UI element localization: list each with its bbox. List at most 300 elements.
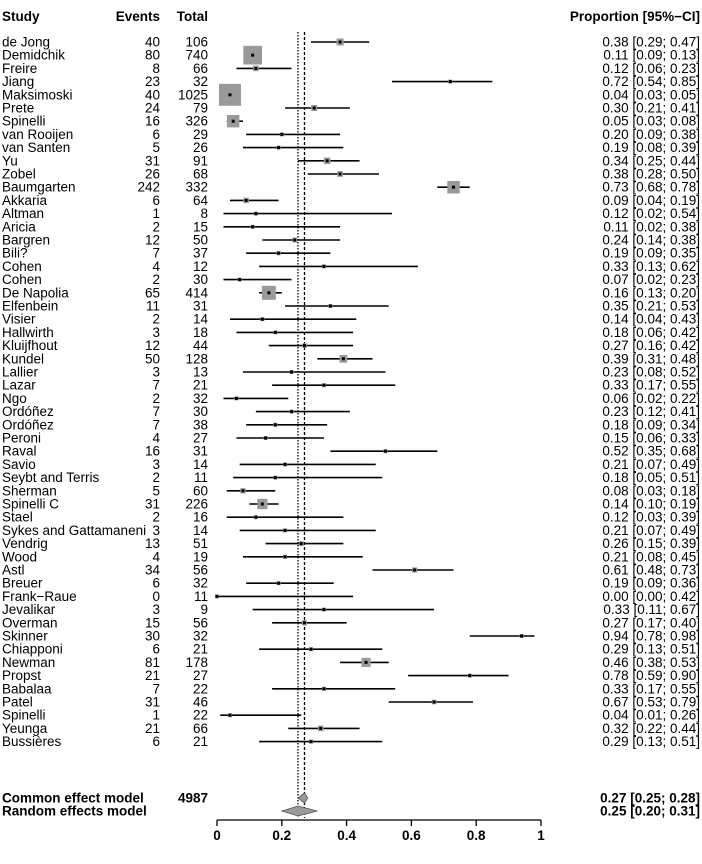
study-events: 15	[144, 615, 160, 631]
study-name: De Napolia	[2, 285, 69, 301]
study-total: 19	[192, 549, 208, 565]
study-total: 38	[192, 417, 208, 433]
study-name: Yeunga	[2, 720, 48, 736]
study-ci: 0.32 [0.22; 0.44]	[602, 720, 700, 736]
study-events: 4	[152, 258, 160, 274]
study-ci: 0.20 [0.09; 0.38]	[602, 126, 700, 142]
study-events: 31	[144, 496, 160, 512]
point-estimate	[241, 489, 244, 492]
study-row	[2, 114, 700, 129]
point-estimate	[329, 305, 332, 308]
study-row	[2, 417, 700, 432]
study-name: Maksimoski	[2, 87, 73, 103]
study-events: 31	[144, 153, 160, 169]
study-ci: 0.21 [0.08; 0.45]	[602, 549, 700, 565]
study-total: 27	[192, 668, 208, 684]
point-estimate	[322, 608, 325, 611]
study-ci: 0.34 [0.25; 0.44]	[602, 153, 700, 169]
point-estimate	[322, 687, 325, 690]
study-row	[2, 444, 700, 459]
study-events: 2	[152, 509, 160, 525]
study-ci: 0.12 [0.02; 0.54]	[602, 206, 700, 222]
point-estimate	[309, 740, 312, 743]
study-ci: 0.14 [0.04; 0.43]	[602, 311, 700, 327]
point-estimate	[284, 529, 287, 532]
study-total: 31	[192, 443, 208, 459]
study-events: 1	[152, 206, 160, 222]
study-total: 14	[192, 456, 208, 472]
study-name: Jevalikar	[2, 602, 56, 618]
study-name: Prete	[2, 100, 35, 116]
study-total: 178	[185, 654, 208, 670]
summary-row	[2, 804, 700, 819]
point-estimate	[274, 423, 277, 426]
point-estimate	[277, 582, 280, 585]
study-ci: 0.73 [0.68; 0.78]	[602, 179, 700, 195]
point-estimate	[251, 54, 254, 57]
study-total: 22	[192, 707, 208, 723]
study-name: Seybt and Terris	[2, 470, 100, 486]
study-row	[2, 84, 700, 106]
study-events: 7	[152, 377, 160, 393]
study-row	[2, 523, 700, 538]
study-name: Overman	[2, 615, 58, 631]
study-ci: 0.33 [0.11; 0.67]	[603, 602, 700, 618]
study-name: Peroni	[2, 430, 42, 446]
study-total: 68	[192, 166, 208, 182]
study-row	[2, 695, 700, 710]
axis-tick-label: 0.8	[466, 828, 486, 843]
point-estimate	[238, 278, 241, 281]
study-row	[2, 206, 700, 221]
study-total: 326	[185, 113, 208, 129]
study-total: 9	[200, 602, 208, 618]
study-ci: 0.21 [0.07; 0.49]	[602, 456, 700, 472]
study-name: van Santen	[2, 140, 71, 156]
study-events: 3	[152, 324, 160, 340]
point-estimate	[254, 212, 257, 215]
study-events: 11	[145, 298, 160, 314]
study-name: Ordóñez	[2, 417, 54, 433]
study-events: 23	[144, 74, 160, 90]
study-row	[2, 127, 700, 142]
study-ci: 0.46 [0.38; 0.53]	[602, 654, 700, 670]
study-total: 91	[192, 153, 208, 169]
study-ci: 0.11 [0.02; 0.38]	[603, 219, 700, 235]
study-name: Jiang	[2, 74, 35, 90]
study-name: Breuer	[2, 575, 43, 591]
study-ci: 0.08 [0.03; 0.18]	[602, 483, 700, 499]
study-total: 15	[192, 219, 208, 235]
study-total: 332	[185, 179, 208, 195]
study-events: 12	[144, 338, 160, 354]
point-estimate	[449, 80, 452, 83]
study-name: Freire	[2, 60, 38, 76]
study-row	[2, 708, 700, 723]
study-ci: 0.23 [0.12; 0.41]	[602, 404, 700, 420]
point-estimate	[280, 133, 283, 136]
point-estimate	[520, 635, 523, 638]
study-total: 32	[192, 390, 208, 406]
study-row	[2, 497, 700, 512]
point-estimate	[261, 318, 264, 321]
summary-diamond	[298, 793, 308, 803]
study-events: 34	[144, 562, 160, 578]
study-ci: 0.94 [0.78; 0.98]	[602, 628, 700, 644]
point-estimate	[303, 344, 306, 347]
study-events: 4	[152, 430, 160, 446]
study-name: Spinelli	[2, 707, 46, 723]
study-name: Vendrig	[2, 536, 48, 552]
study-row	[2, 589, 700, 604]
axis-tick-label: 1	[537, 828, 545, 843]
study-name: Altman	[2, 206, 45, 222]
study-events: 16	[144, 113, 160, 129]
study-row	[2, 285, 700, 300]
study-ci: 0.33 [0.17; 0.55]	[602, 681, 700, 697]
study-row	[2, 272, 700, 287]
study-name: Sykes and Gattamaneni	[2, 522, 147, 538]
study-ci: 0.07 [0.02; 0.23]	[602, 272, 700, 288]
study-ci: 0.12 [0.03; 0.39]	[602, 509, 700, 525]
study-total: 51	[192, 536, 208, 552]
study-ci: 0.29 [0.13; 0.51]	[602, 734, 700, 750]
study-name: Chiapponi	[2, 641, 63, 657]
study-ci: 0.11 [0.09; 0.13]	[603, 47, 700, 63]
study-events: 3	[152, 522, 160, 538]
summary-ci: 0.25 [0.20; 0.31]	[600, 803, 700, 819]
study-name: Bargren	[2, 232, 51, 248]
study-row	[2, 299, 700, 314]
study-ci: 0.29 [0.13; 0.51]	[602, 641, 700, 657]
study-ci: 0.38 [0.28; 0.50]	[602, 166, 700, 182]
study-events: 6	[152, 192, 160, 208]
study-total: 8	[200, 206, 208, 222]
study-total: 64	[192, 192, 208, 208]
study-events: 2	[152, 219, 160, 235]
study-name: Raval	[2, 443, 37, 459]
study-events: 13	[144, 536, 160, 552]
study-name: Kundel	[2, 351, 45, 367]
point-estimate	[322, 265, 325, 268]
summary-rows	[2, 791, 700, 819]
point-estimate	[319, 727, 322, 730]
summary-ci: 0.27 [0.25; 0.28]	[600, 790, 700, 806]
study-total: 60	[192, 483, 208, 499]
point-estimate	[228, 93, 231, 96]
study-row	[2, 259, 700, 274]
study-events: 26	[144, 166, 160, 182]
point-estimate	[339, 173, 342, 176]
header-proportion: Proportion [95%−CI]	[569, 9, 700, 24]
axis-tick-label: 0.4	[337, 828, 356, 843]
x-axis	[213, 820, 545, 843]
point-estimate	[326, 159, 329, 162]
study-total: 21	[192, 734, 208, 750]
study-events: 30	[144, 628, 160, 644]
point-estimate	[277, 146, 280, 149]
study-events: 4	[152, 549, 160, 565]
study-events: 21	[144, 668, 160, 684]
study-total: 56	[192, 562, 208, 578]
point-estimate	[452, 186, 455, 189]
study-events: 8	[152, 60, 160, 76]
point-estimate	[413, 569, 416, 572]
study-total: 50	[192, 232, 208, 248]
study-total: 21	[192, 641, 208, 657]
study-row	[2, 457, 700, 472]
study-row	[2, 642, 700, 657]
study-ci: 0.27 [0.17; 0.40]	[602, 615, 700, 631]
study-name: Wood	[2, 549, 38, 565]
study-events: 3	[152, 456, 160, 472]
study-row	[2, 338, 700, 353]
header-study: Study	[2, 9, 40, 24]
study-events: 0	[152, 588, 160, 604]
study-name: Bili?	[2, 245, 28, 261]
study-name: Baumgarten	[2, 179, 76, 195]
study-ci: 0.33 [0.13; 0.62]	[602, 258, 700, 274]
study-row	[2, 193, 700, 208]
study-ci: 0.67 [0.53; 0.79]	[602, 694, 700, 710]
study-total: 1025	[177, 87, 208, 103]
point-estimate	[261, 503, 264, 506]
study-row	[2, 470, 700, 485]
study-total: 32	[192, 628, 208, 644]
study-ci: 0.19 [0.08; 0.39]	[602, 140, 700, 156]
study-name: Frank−Raue	[2, 588, 77, 604]
study-events: 24	[144, 100, 160, 116]
study-ci: 0.33 [0.17; 0.55]	[602, 377, 700, 393]
study-total: 32	[192, 575, 208, 591]
study-total: 11	[193, 588, 208, 604]
study-name: Patel	[2, 694, 33, 710]
study-total: 32	[192, 74, 208, 90]
study-name: Visier	[2, 311, 36, 327]
point-estimate	[254, 516, 257, 519]
study-events: 2	[152, 272, 160, 288]
study-ci: 0.23 [0.08; 0.52]	[602, 364, 700, 380]
point-estimate	[322, 384, 325, 387]
study-row	[2, 563, 700, 578]
point-estimate	[384, 450, 387, 453]
point-estimate	[267, 291, 270, 294]
point-estimate	[254, 67, 257, 70]
study-name: Newman	[2, 654, 56, 670]
study-total: 128	[185, 351, 208, 367]
study-events: 6	[152, 734, 160, 750]
study-total: 30	[192, 272, 208, 288]
study-row	[2, 721, 700, 736]
study-row	[2, 431, 700, 446]
study-row	[2, 325, 700, 340]
study-row	[2, 365, 700, 380]
study-ci: 0.18 [0.06; 0.42]	[602, 324, 700, 340]
study-row	[2, 61, 700, 76]
study-name: de Jong	[2, 34, 51, 50]
study-ci: 0.06 [0.02; 0.22]	[602, 390, 700, 406]
study-events: 2	[152, 390, 160, 406]
study-total: 30	[192, 404, 208, 420]
study-events: 31	[144, 694, 160, 710]
study-ci: 0.09 [0.04; 0.19]	[602, 192, 700, 208]
study-events: 2	[152, 470, 160, 486]
point-estimate	[264, 437, 267, 440]
study-ci: 0.16 [0.13; 0.20]	[602, 285, 700, 301]
study-total: 12	[192, 258, 208, 274]
study-ci: 0.24 [0.14; 0.38]	[602, 232, 700, 248]
study-row	[2, 46, 700, 65]
study-name: Babalaa	[2, 681, 52, 697]
study-name: Zobel	[2, 166, 36, 182]
study-events: 12	[144, 232, 160, 248]
point-estimate	[339, 41, 342, 44]
study-row	[2, 391, 700, 406]
study-ci: 0.12 [0.06; 0.23]	[602, 60, 700, 76]
point-estimate	[433, 701, 436, 704]
study-ci: 0.14 [0.10; 0.19]	[602, 496, 700, 512]
point-estimate	[290, 410, 293, 413]
study-ci: 0.18 [0.05; 0.51]	[602, 470, 700, 486]
study-ci: 0.35 [0.21; 0.53]	[602, 298, 700, 314]
study-total: 66	[192, 60, 208, 76]
study-events: 5	[152, 483, 160, 499]
study-ci: 0.00 [0.00; 0.42]	[602, 588, 700, 604]
point-estimate	[309, 648, 312, 651]
study-total: 31	[192, 298, 208, 314]
study-row	[2, 655, 700, 670]
study-name: Skinner	[2, 628, 48, 644]
study-row	[2, 404, 700, 419]
study-row	[2, 668, 700, 683]
study-ci: 0.38 [0.29; 0.47]	[602, 34, 700, 50]
study-total: 21	[192, 377, 208, 393]
point-estimate	[293, 239, 296, 242]
point-estimate	[245, 199, 248, 202]
study-name: Propst	[2, 668, 42, 684]
point-estimate	[274, 331, 277, 334]
study-total: 14	[192, 522, 208, 538]
study-events: 1	[152, 707, 160, 723]
study-ci: 0.39 [0.31; 0.48]	[602, 351, 700, 367]
header-events: Events	[115, 9, 160, 24]
study-name: Lallier	[2, 364, 39, 380]
study-row	[2, 180, 700, 195]
summary-total: 4987	[177, 790, 208, 806]
study-row	[2, 549, 700, 564]
study-name: Cohen	[2, 258, 42, 274]
study-total: 14	[192, 311, 208, 327]
study-ci: 0.19 [0.09; 0.36]	[602, 575, 700, 591]
study-row	[2, 219, 700, 234]
study-events: 3	[152, 602, 160, 618]
study-row	[2, 378, 700, 393]
study-events: 2	[152, 311, 160, 327]
study-total: 56	[192, 615, 208, 631]
study-total: 66	[192, 720, 208, 736]
study-ci: 0.72 [0.54; 0.85]	[602, 74, 700, 90]
study-row	[2, 615, 700, 630]
study-ci: 0.52 [0.35; 0.68]	[602, 443, 700, 459]
study-ci: 0.15 [0.06; 0.33]	[602, 430, 700, 446]
study-events: 81	[144, 654, 160, 670]
point-estimate	[284, 463, 287, 466]
study-ci: 0.04 [0.01; 0.26]	[602, 707, 700, 723]
study-events: 50	[144, 351, 160, 367]
study-total: 22	[192, 681, 208, 697]
study-total: 106	[185, 34, 208, 50]
study-events: 5	[152, 140, 160, 156]
study-total: 27	[192, 430, 208, 446]
study-events: 6	[152, 126, 160, 142]
study-name: Spinelli	[2, 113, 46, 129]
study-name: Ordóñez	[2, 404, 54, 420]
study-total: 16	[192, 509, 208, 525]
point-estimate	[468, 674, 471, 677]
point-estimate	[228, 714, 231, 717]
study-events: 7	[152, 417, 160, 433]
study-name: Kluijfhout	[2, 338, 58, 354]
study-ci: 0.78 [0.59; 0.90]	[602, 668, 700, 684]
study-name: Spinelli C	[2, 496, 60, 512]
study-name: Hallwirth	[2, 324, 54, 340]
study-name: Cohen	[2, 272, 42, 288]
point-estimate	[365, 661, 368, 664]
study-total: 13	[192, 364, 208, 380]
study-events: 40	[144, 87, 160, 103]
study-row	[2, 576, 700, 591]
study-total: 26	[192, 140, 208, 156]
point-estimate	[342, 357, 345, 360]
point-estimate	[284, 555, 287, 558]
study-name: Aricia	[2, 219, 36, 235]
summary-diamond	[282, 806, 318, 816]
study-events: 6	[152, 575, 160, 591]
point-estimate	[216, 595, 219, 598]
study-total: 226	[185, 496, 208, 512]
study-row	[2, 312, 700, 327]
study-events: 7	[152, 245, 160, 261]
study-events: 242	[137, 179, 160, 195]
study-ci: 0.61 [0.48; 0.73]	[602, 562, 700, 578]
study-row	[2, 101, 700, 116]
study-name: Astl	[2, 562, 25, 578]
point-estimate	[251, 225, 254, 228]
point-estimate	[235, 397, 238, 400]
study-row	[2, 734, 700, 749]
study-ci: 0.04 [0.03; 0.05]	[602, 87, 700, 103]
study-ci: 0.21 [0.07; 0.49]	[602, 522, 700, 538]
study-name: Sherman	[2, 483, 57, 499]
axis-tick-label: 0	[213, 828, 221, 843]
study-ci: 0.19 [0.09; 0.35]	[602, 245, 700, 261]
summary-label: Common effect model	[2, 790, 144, 806]
study-row	[2, 629, 700, 644]
study-ci: 0.26 [0.15; 0.39]	[602, 536, 700, 552]
study-total: 29	[192, 126, 208, 142]
study-total: 79	[192, 100, 208, 116]
study-total: 414	[185, 285, 208, 301]
study-row	[2, 74, 700, 89]
study-row	[2, 351, 700, 366]
study-name: Lazar	[2, 377, 36, 393]
study-row	[2, 602, 700, 617]
study-total: 46	[192, 694, 208, 710]
study-row	[2, 246, 700, 261]
study-row	[2, 681, 700, 696]
axis-tick-label: 0.2	[272, 828, 292, 843]
study-ci: 0.30 [0.21; 0.41]	[602, 100, 700, 116]
